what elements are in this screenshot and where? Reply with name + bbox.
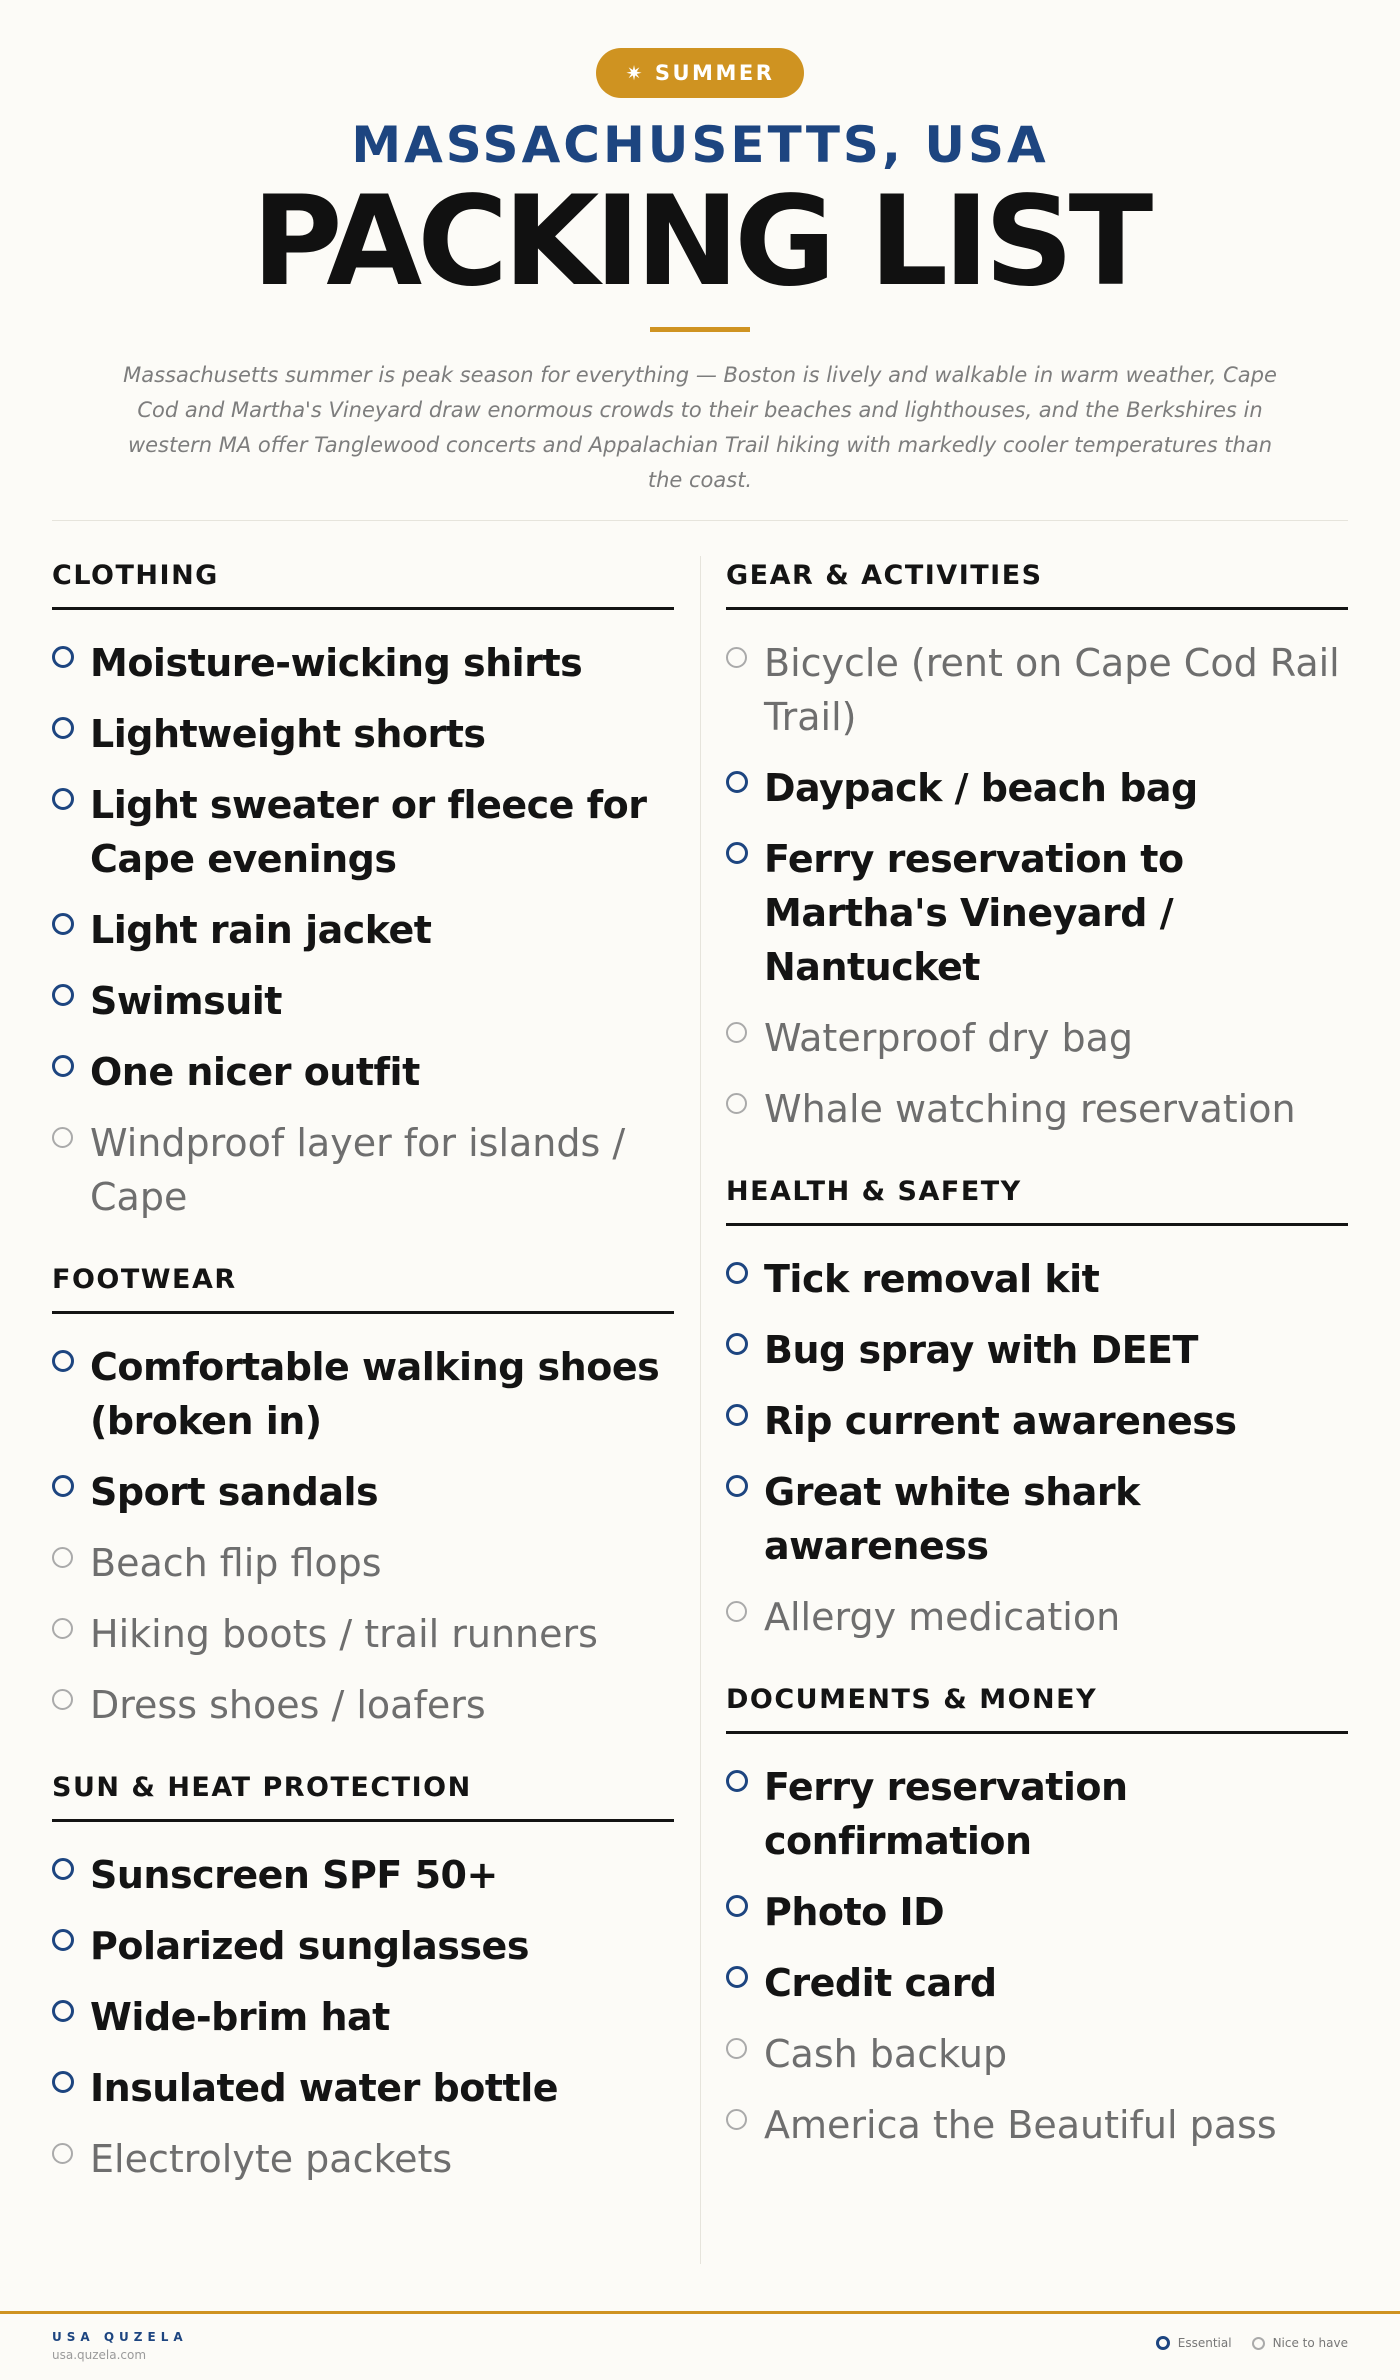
item-label: Photo ID	[764, 1890, 945, 1934]
section	[726, 1684, 1348, 2152]
checklist-item[interactable]	[52, 636, 674, 690]
essential-circle-icon[interactable]	[726, 1895, 748, 1917]
section	[52, 1772, 674, 2186]
item-label: Light sweater or fleece for Cape evenings	[90, 783, 647, 881]
item-label: Rip current awareness	[764, 1399, 1237, 1443]
essential-circle-icon[interactable]	[726, 1404, 748, 1426]
nice-circle-icon[interactable]	[52, 1547, 73, 1568]
item-label: Dress shoes / loafers	[90, 1683, 486, 1727]
checklist-item[interactable]	[52, 903, 674, 957]
checklist-item[interactable]	[52, 1116, 674, 1224]
section-title: FOOTWEAR	[52, 1264, 674, 1314]
checklist-item[interactable]	[52, 1465, 674, 1519]
item-label: One nicer outfit	[90, 1050, 420, 1094]
essential-circle-icon[interactable]	[52, 788, 74, 810]
checklist-item[interactable]	[726, 832, 1348, 994]
header	[0, 0, 1400, 498]
essential-circle-icon[interactable]	[52, 2071, 74, 2093]
essential-circle-icon[interactable]	[52, 2000, 74, 2022]
item-label: Cash backup	[764, 2032, 1008, 2076]
item-label: Insulated water bottle	[90, 2066, 558, 2110]
essential-circle-icon[interactable]	[726, 1475, 748, 1497]
brand	[52, 2330, 188, 2362]
item-label: Ferry reservation to Martha's Vineyard / Nantucket	[764, 837, 1184, 989]
nice-circle-icon[interactable]	[726, 2038, 747, 2059]
top-divider	[52, 520, 1348, 521]
state-title: MASSACHUSETTS, USA	[351, 116, 1049, 174]
essential-circle-icon[interactable]	[52, 984, 74, 1006]
item-label: Waterproof dry bag	[764, 1016, 1134, 1060]
checklist-item[interactable]	[52, 1990, 674, 2044]
title-underline	[650, 327, 750, 332]
checklist-item[interactable]	[726, 2098, 1348, 2152]
item-label: Electrolyte packets	[90, 2137, 453, 2181]
checklist-item[interactable]	[726, 1760, 1348, 1868]
checklist-item[interactable]	[726, 636, 1348, 744]
item-label: Bug spray with DEET	[764, 1328, 1198, 1372]
checklist-item[interactable]	[52, 1340, 674, 1448]
right-column	[726, 560, 1348, 2192]
item-label: Swimsuit	[90, 979, 282, 1023]
section-title: GEAR & ACTIVITIES	[726, 560, 1348, 610]
essential-circle-icon[interactable]	[726, 1333, 748, 1355]
item-label: Windproof layer for islands / Cape	[90, 1121, 626, 1219]
section	[726, 1176, 1348, 1644]
item-label: America the Beautiful pass	[764, 2103, 1277, 2147]
checklist-item[interactable]	[726, 1590, 1348, 1644]
footer-rule	[0, 2311, 1400, 2314]
season-badge	[596, 48, 805, 98]
item-label: Sunscreen SPF 50+	[90, 1853, 498, 1897]
item-label: Light rain jacket	[90, 908, 432, 952]
item-label: Sport sandals	[90, 1470, 379, 1514]
checklist-item[interactable]	[726, 1885, 1348, 1939]
item-label: Whale watching reservation	[764, 1087, 1296, 1131]
nice-circle-icon[interactable]	[726, 1093, 747, 1114]
legend	[1156, 2336, 1348, 2350]
section-title: SUN & HEAT PROTECTION	[52, 1772, 674, 1822]
section-title: DOCUMENTS & MONEY	[726, 1684, 1348, 1734]
page-title: PACKING LIST	[251, 170, 1149, 314]
essential-circle-icon[interactable]	[726, 771, 748, 793]
nice-circle-icon[interactable]	[726, 1601, 747, 1622]
brand-name: USA QUZELA	[52, 2330, 188, 2344]
essential-circle-icon[interactable]	[726, 842, 748, 864]
checklist-item[interactable]	[52, 1919, 674, 1973]
legend-essential-label: Essential	[1177, 2336, 1232, 2350]
checklist-item[interactable]	[726, 1465, 1348, 1573]
checklist-item[interactable]	[52, 778, 674, 886]
checklist-item[interactable]	[726, 2027, 1348, 2081]
essential-circle-icon[interactable]	[52, 717, 74, 739]
left-column	[52, 560, 674, 2226]
item-label: Beach flip flops	[90, 1541, 382, 1585]
checklist-item[interactable]	[52, 1848, 674, 1902]
checklist-item[interactable]	[52, 2132, 674, 2186]
item-label: Great white shark awareness	[764, 1470, 1140, 1568]
nice-circle-icon[interactable]	[726, 647, 747, 668]
checklist-item[interactable]	[726, 1011, 1348, 1065]
checklist-item[interactable]	[726, 1394, 1348, 1448]
checklist-item[interactable]	[52, 2061, 674, 2115]
checklist-item[interactable]	[726, 1323, 1348, 1377]
essential-circle-icon[interactable]	[52, 913, 74, 935]
item-label: Tick removal kit	[764, 1257, 1100, 1301]
nice-circle-icon[interactable]	[52, 1127, 73, 1148]
checklist-item[interactable]	[726, 761, 1348, 815]
nice-circle-icon[interactable]	[52, 1618, 73, 1639]
nice-circle-icon[interactable]	[52, 1689, 73, 1710]
essential-circle-icon[interactable]	[52, 646, 74, 668]
item-label: Daypack / beach bag	[764, 766, 1198, 810]
checklist-item[interactable]	[52, 1607, 674, 1661]
season-label: SUMMER	[654, 61, 775, 85]
checklist-item[interactable]	[726, 1252, 1348, 1306]
nice-circle-icon[interactable]	[52, 2143, 73, 2164]
essential-circle-icon[interactable]	[52, 1350, 74, 1372]
nice-circle-icon[interactable]	[726, 1022, 747, 1043]
checklist-item[interactable]	[726, 1082, 1348, 1136]
item-label: Hiking boots / trail runners	[90, 1612, 598, 1656]
essential-circle-icon	[1156, 2336, 1170, 2350]
checklist-item[interactable]	[52, 1678, 674, 1732]
nice-circle-icon[interactable]	[726, 2109, 747, 2130]
section-title: CLOTHING	[52, 560, 674, 610]
section	[726, 560, 1348, 1136]
item-label: Bicycle (rent on Cape Cod Rail Trail)	[764, 641, 1340, 739]
sun-icon: ✷	[625, 61, 645, 85]
checklist-item[interactable]	[52, 707, 674, 761]
brand-url: usa.quzela.com	[52, 2348, 147, 2362]
legend-nice	[1252, 2336, 1348, 2350]
checklist-item[interactable]	[52, 1536, 674, 1590]
item-label: Comfortable walking shoes (broken in)	[90, 1345, 660, 1443]
item-label: Credit card	[764, 1961, 997, 2005]
checklist-item[interactable]	[726, 1956, 1348, 2010]
nice-circle-icon	[1252, 2337, 1265, 2350]
essential-circle-icon[interactable]	[726, 1966, 748, 1988]
item-label: Moisture-wicking shirts	[90, 641, 583, 685]
item-label: Allergy medication	[764, 1595, 1121, 1639]
item-label: Ferry reservation confirmation	[764, 1765, 1128, 1863]
checklist-item[interactable]	[52, 974, 674, 1028]
item-label: Lightweight shorts	[90, 712, 486, 756]
section-title: HEALTH & SAFETY	[726, 1176, 1348, 1226]
item-label: Wide-brim hat	[90, 1995, 390, 2039]
intro-text: Massachusetts summer is peak season for everything — Boston is lively and walkable in warm weather, Cape Cod and Martha's Vineyard draw enormous crowds to their beaches and lighthouses, and the Berkshires in western MA offer Tanglewood concerts and Appalachian Trail hiking with markedly cooler temperatures than the coast.	[123, 363, 1277, 493]
essential-circle-icon[interactable]	[726, 1770, 748, 1792]
column-divider	[700, 556, 701, 2264]
essential-circle-icon[interactable]	[726, 1262, 748, 1284]
legend-essential	[1156, 2336, 1232, 2350]
essential-circle-icon[interactable]	[52, 1929, 74, 1951]
essential-circle-icon[interactable]	[52, 1858, 74, 1880]
essential-circle-icon[interactable]	[52, 1055, 74, 1077]
section	[52, 560, 674, 1224]
item-label: Polarized sunglasses	[90, 1924, 529, 1968]
legend-nice-label: Nice to have	[1272, 2336, 1348, 2350]
section	[52, 1264, 674, 1732]
checklist-item[interactable]	[52, 1045, 674, 1099]
essential-circle-icon[interactable]	[52, 1475, 74, 1497]
